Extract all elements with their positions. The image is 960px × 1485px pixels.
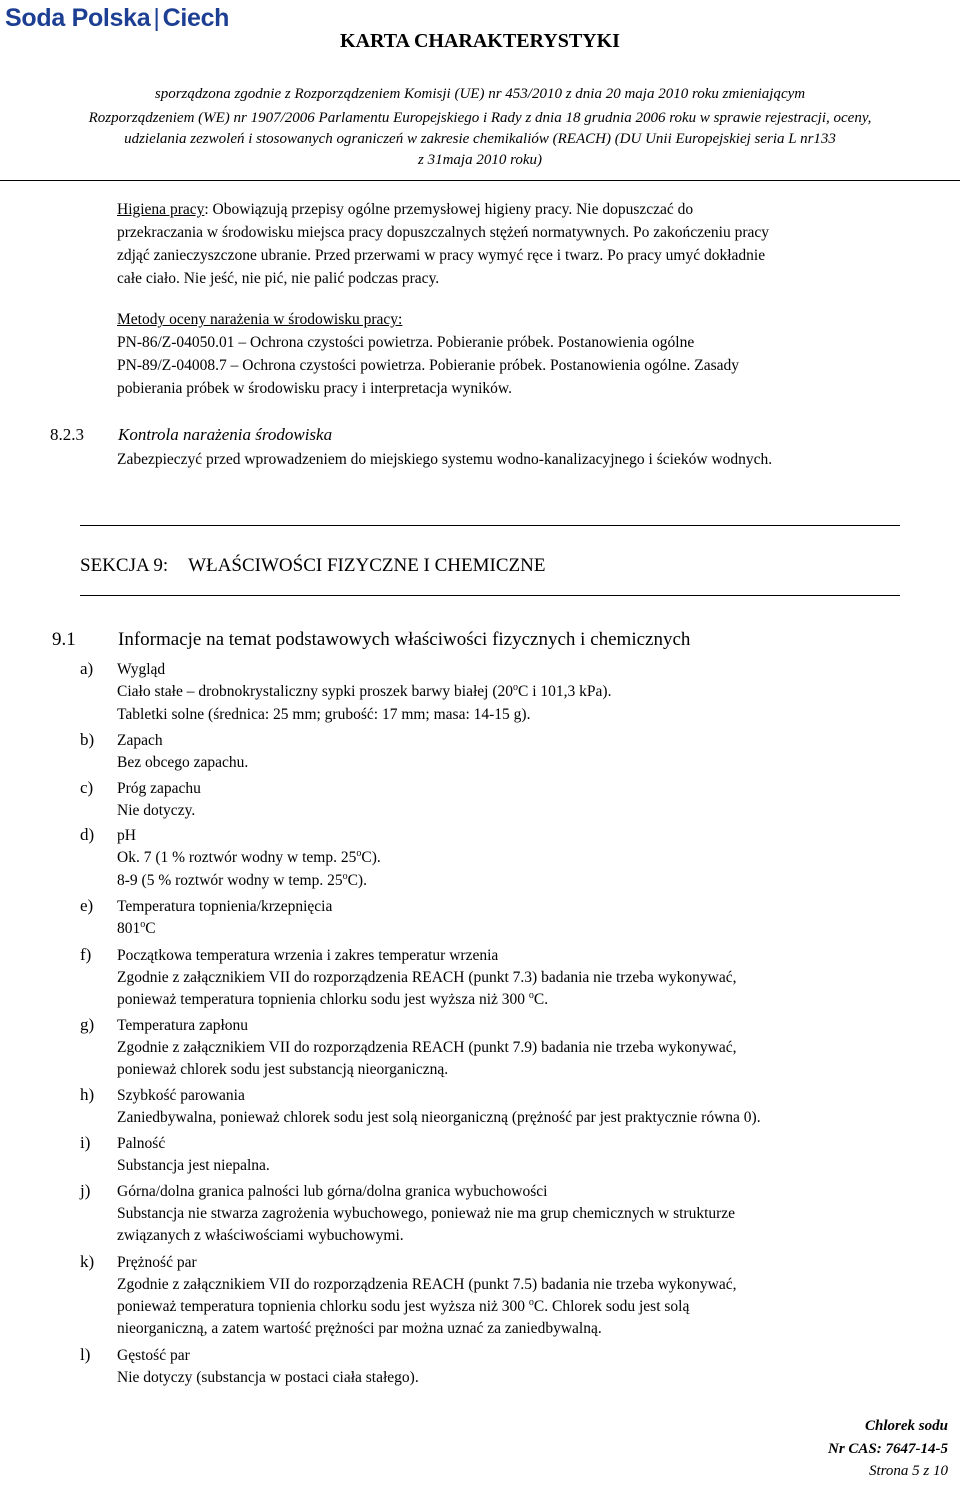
property-c-line-1: Nie dotyczy. [117,802,196,819]
property-g-label: g) [80,1015,95,1034]
property-e-label: e) [80,896,94,915]
regulation-line-2: Rozporządzeniem (WE) nr 1907/2006 Parlamentu Europejskiego i Rady z dnia 18 grudnia 2006 roku w sprawie rejestracji, oceny, [88,110,872,126]
property-a-label: a) [80,659,94,678]
property-k-line-2: ponieważ temperatura topnienia chlorku sodu jest wyższa niż 300 $^o$C. Chlorek sodu jest solą [117,1296,690,1315]
property-k-line-1: Zgodnie z załącznikiem VII do rozporządzenia REACH (punkt 7.5) badania nie trzeba wykonywać, [117,1276,737,1293]
property-h-label: h) [80,1085,95,1104]
property-a-line-1: Ciało stałe – drobnokrystaliczny sypki proszek barwy białej (20$^o$C i 101,3 kPa). [117,681,612,700]
property-f-label: f) [80,945,92,964]
section-9-label: SEKCJA 9: [80,555,169,576]
property-i-label: i) [80,1133,91,1152]
property-a-line-2: Tabletki solne (średnica: 25 mm; grubość: 17 mm; masa: 14-15 g). [117,706,531,723]
methods-line-1: PN-86/Z-04050.01 – Ochrona czystości powietrza. Pobieranie próbek. Postanowienia ogólne [117,334,695,351]
section-9-bottom-rule [80,595,900,596]
property-f-name: Początkowa temperatura wrzenia i zakres temperatur wrzenia [117,947,499,964]
property-j-name: Górna/dolna granica palności lub górna/dolna granica wybuchowości [117,1183,548,1200]
property-b-name: Zapach [117,732,163,749]
property-e-name: Temperatura topnienia/krzepnięcia [117,898,333,915]
property-c-label: c) [80,778,94,797]
property-h-line-1: Zaniedbywalna, ponieważ chlorek sodu jest solą nieorganiczną (prężność par jest praktycznie równa 0). [117,1109,761,1126]
regulation-line-4: z 31maja 2010 roku) [417,152,543,168]
property-d-label: d) [80,825,95,844]
footer-product-name: Chlorek sodu [865,1418,948,1434]
property-f-line-2: ponieważ temperatura topnienia chlorku sodu jest wyższa niż 300 $^o$C. [117,989,549,1008]
property-c-name: Próg zapachu [117,780,201,797]
footer-cas-number: Nr CAS: 7647-14-5 [827,1441,948,1457]
property-f-line-1: Zgodnie z załącznikiem VII do rozporządzenia REACH (punkt 7.3) badania nie trzeba wykonywać, [117,969,737,986]
property-j-line-2: związanych z właściwościami wybuchowymi. [117,1227,404,1244]
methods-line-3: pobierania próbek w środowisku pracy i interpretacja wyników. [117,380,512,397]
company-logo [5,4,229,33]
hygiene-line-4: całe ciało. Nie jeść, nie pić, nie palić podczas pracy. [117,270,440,287]
hygiene-line-2: przekraczania w środowisku miejsca pracy dopuszczalnych stężeń normatywnych. Po zakończeniu pracy [117,224,770,241]
property-l-name: Gęstość par [117,1347,190,1364]
property-d-line-1: Ok. 7 (1 % roztwór wodny w temp. 25$^o$C). [117,847,381,866]
property-a-name: Wygląd [117,661,166,678]
section-9-top-rule [80,525,900,526]
property-j-label: j) [80,1181,91,1200]
regulation-line-3: udzielania zezwoleń i stosowanych ograniczeń w zakresie chemikaliów (REACH) (DU Unii Europejskiej seria L nr133 [124,131,836,147]
property-k-label: k) [80,1252,95,1271]
subsection-9-1-number: 9.1 [52,629,76,650]
logo-separator: | [153,4,160,32]
subsection-8-2-3-text: Zabezpieczyć przed wprowadzeniem do miejskiego systemu wodno-kanalizacyjnego i ścieków wodnych. [117,451,773,468]
hygiene-paragraph [117,201,693,219]
regulation-line-1: sporządzona zgodnie z Rozporządzeniem Komisji (UE) nr 453/2010 z dnia 20 maja 2010 roku zmieniającym [154,86,806,102]
property-b-line-1: Bez obcego zapachu. [117,754,249,771]
hygiene-line-1: : Obowiązują przepisy ogólne przemysłowej higieny pracy. Nie dopuszczać do [204,201,694,218]
property-l-label: l) [80,1345,91,1364]
property-d-line-2: 8-9 (5 % roztwór wodny w temp. 25$^o$C). [117,870,367,889]
logo-ciech: Ciech [162,4,230,32]
subsection-8-2-3-title: Kontrola narażenia środowiska [118,425,333,444]
logo-soda-polska: Soda Polska [5,4,151,32]
header-divider [0,180,960,181]
property-g-line-2: ponieważ chlorek sodu jest substancją nieorganiczną. [117,1061,449,1078]
hygiene-label: Higiena pracy [117,201,205,218]
subsection-9-1-title: Informacje na temat podstawowych właściwości fizycznych i chemicznych [118,629,691,650]
property-h-name: Szybkość parowania [117,1087,245,1104]
property-i-line-1: Substancja jest niepalna. [117,1157,270,1174]
property-g-line-1: Zgodnie z załącznikiem VII do rozporządzenia REACH (punkt 7.9) badania nie trzeba wykonywać, [117,1039,737,1056]
property-l-line-1: Nie dotyczy (substancja w postaci ciała stałego). [117,1369,419,1386]
property-e-line-1: 801$^o$C [117,918,156,937]
property-b-label: b) [80,730,95,749]
document-title: KARTA CHARAKTERYSTYKI [340,30,620,52]
methods-title: Metody oceny narażenia w środowisku pracy: [117,311,403,328]
section-9-title: WŁAŚCIWOŚCI FIZYCZNE I CHEMICZNE [188,555,546,576]
property-d-name: pH [117,827,136,844]
hygiene-line-3: zdjąć zanieczyszczone ubranie. Przed przerwami w pracy wymyć ręce i twarz. Po pracy umyć dokładnie [117,247,766,264]
property-k-line-3: nieorganiczną, a zatem wartość prężności par można uznać za zaniedbywalną. [117,1320,602,1337]
property-k-name: Prężność par [117,1254,197,1271]
methods-line-2: PN-89/Z-04008.7 – Ochrona czystości powietrza. Pobieranie próbek. Postanowienia ogólne. Zasady [117,357,739,374]
subsection-8-2-3-number: 8.2.3 [50,425,84,444]
property-j-line-1: Substancja nie stwarza zagrożenia wybuchowego, ponieważ nie ma grup chemicznych w strukturze [117,1205,736,1222]
footer-page-number: Strona 5 z 10 [868,1463,948,1479]
property-g-name: Temperatura zapłonu [117,1017,249,1034]
section-9-heading [80,555,545,577]
property-i-name: Palność [117,1135,166,1152]
